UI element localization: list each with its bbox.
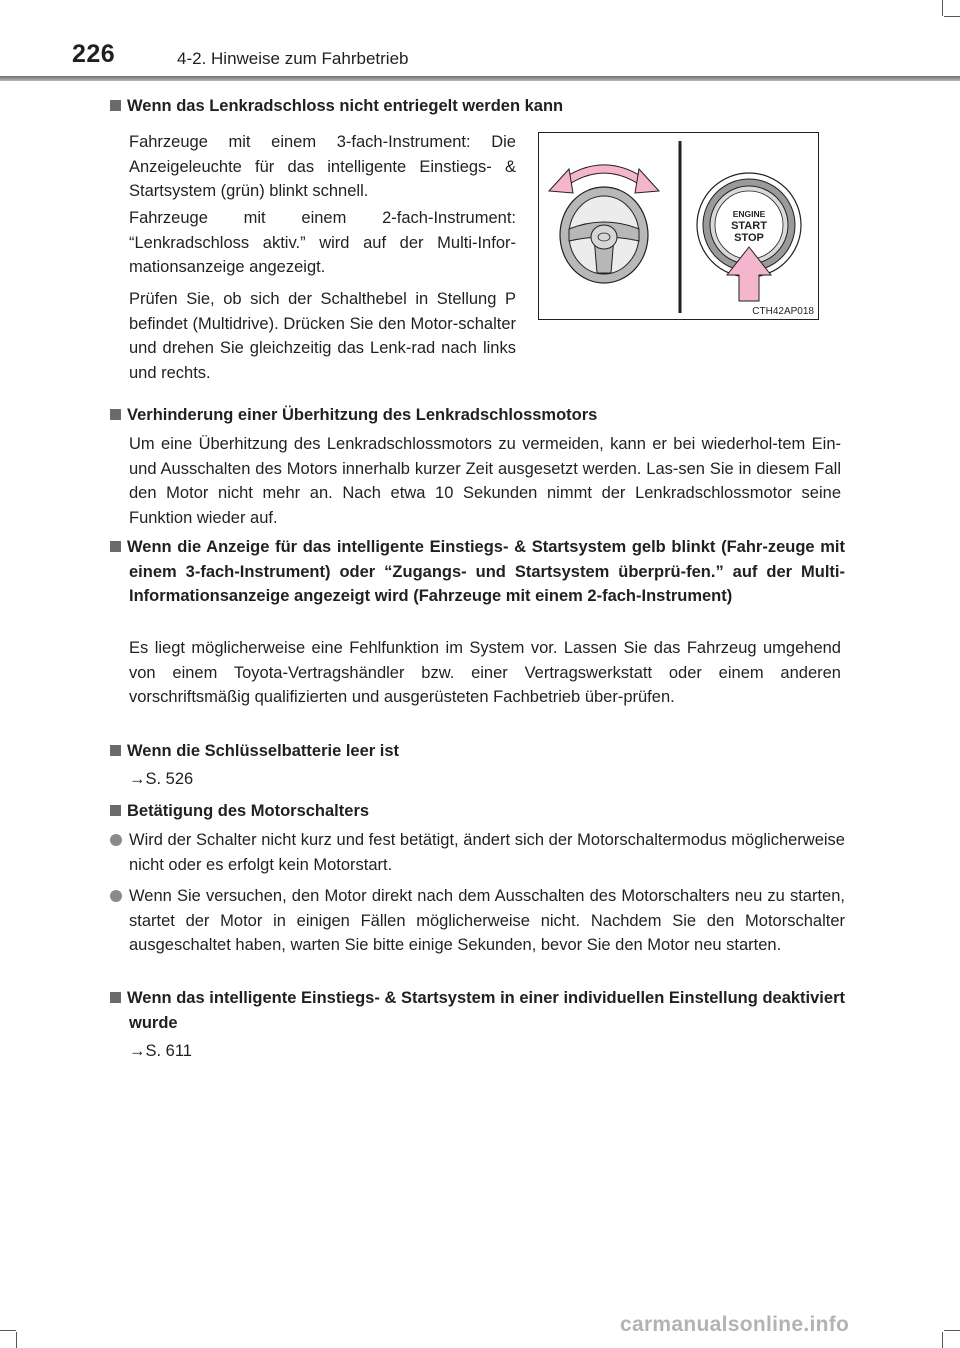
circle-bullet-icon — [110, 890, 122, 902]
bullet-item: Wird der Schalter nicht kurz und fest betätigt, ändert sich der Motorschaltermodus möglicherweise nicht oder es erfolgt kein Motorstart. — [110, 828, 845, 877]
page-reference-link[interactable]: →S. 611 — [129, 1042, 192, 1060]
button-label-stop: STOP — [734, 232, 764, 244]
button-label-start: START — [731, 220, 767, 232]
engine-switch-illustration — [538, 132, 819, 320]
paragraph: Fahrzeuge mit einem 2-fach-Instrument: “Lenkradschloss aktiv.” wird auf der Multi-Infor-mationsanzeige angezeigt. — [129, 209, 516, 276]
crop-mark — [944, 1330, 960, 1331]
section-heading: Wenn das intelligente Einstiegs- & Startsystem in einer individuellen Einstellung deaktiviert wurde — [110, 986, 845, 1035]
square-bullet-icon — [110, 409, 121, 420]
watermark: carmanualsonline.info — [620, 1313, 850, 1336]
steering-wheel-icon — [560, 187, 648, 283]
square-bullet-icon — [110, 745, 121, 756]
section-title: 4-2. Hinweise zum Fahrbetrieb — [177, 49, 409, 68]
figure-code: CTH42AP018 — [752, 306, 814, 317]
square-bullet-icon — [110, 541, 121, 552]
section-heading: Wenn die Schlüsselbatterie leer ist — [110, 739, 845, 764]
section-heading: Verhinderung einer Überhitzung des Lenkradschlossmotors — [110, 403, 845, 428]
header-rule — [0, 76, 960, 81]
circle-bullet-icon — [110, 834, 122, 846]
square-bullet-icon — [110, 100, 121, 111]
page-number: 226 — [72, 40, 116, 68]
section-heading: Wenn das Lenkradschloss nicht entriegelt werden kann — [110, 94, 845, 119]
paragraph: Es liegt möglicherweise eine Fehlfunktion im System vor. Lassen Sie das Fahrzeug umgehend von einem Toyota-Vertragshändler bzw. einer Vertragswerkstatt oder einem anderen vorschriftsmäßig qualifizierten und ausgerüsteten Fachbetrieb über-prüfen. — [129, 639, 841, 706]
crop-mark — [0, 1330, 16, 1331]
illustration-svg — [539, 133, 818, 319]
bullet-item: Wenn Sie versuchen, den Motor direkt nach dem Ausschalten des Motorschalters neu zu starten, startet der Motor in einigen Fällen möglicherweise nicht. Nachdem Sie den Motorschalter ausgeschaltet haben, warten Sie bitte einige Sekunden, bevor Sie den Motor neu starten. — [110, 884, 845, 958]
page-reference-link[interactable]: →S. 526 — [129, 770, 194, 788]
paragraph: Prüfen Sie, ob sich der Schalthebel in Stellung P befindet (Multidrive). Drücken Sie den Motor-schalter und drehen Sie gleichzeitig das Lenk-rad nach links und rechts. — [129, 290, 516, 382]
section-heading: Wenn die Anzeige für das intelligente Einstiegs- & Startsystem gelb blinkt (Fahr-zeuge mit einem 3-fach-Instrument) oder “Zugangs- und Startsystem überprü-fen.” auf der Multi-Informationsanzeige angezeigt wird (Fahrzeuge mit einem 2-fach-Instrument) — [110, 535, 845, 609]
crop-mark — [942, 1332, 943, 1348]
square-bullet-icon — [110, 992, 121, 1003]
square-bullet-icon — [110, 805, 121, 816]
paragraph: Fahrzeuge mit einem 3-fach-Instrument: Die Anzeigeleuchte für das intelligente Einstiegs- & Startsystem (grün) blinkt schnell. — [129, 133, 516, 200]
paragraph: Um eine Überhitzung des Lenkradschlossmotors zu vermeiden, kann er bei wiederhol-tem Ein- und Ausschalten des Motors innerhalb kurzer Zeit ausgesetzt werden. Las-sen Sie in diesem Fall den Motor nicht mehr an. Nach etwa 10 Sekunden nimmt der Lenkradschlossmotor seine Funktion wieder auf. — [129, 435, 841, 527]
page-header — [0, 0, 960, 84]
section-heading: Betätigung des Motorschalters — [110, 799, 845, 824]
crop-mark — [16, 1332, 17, 1348]
button-label-engine: ENGINE — [732, 209, 766, 219]
